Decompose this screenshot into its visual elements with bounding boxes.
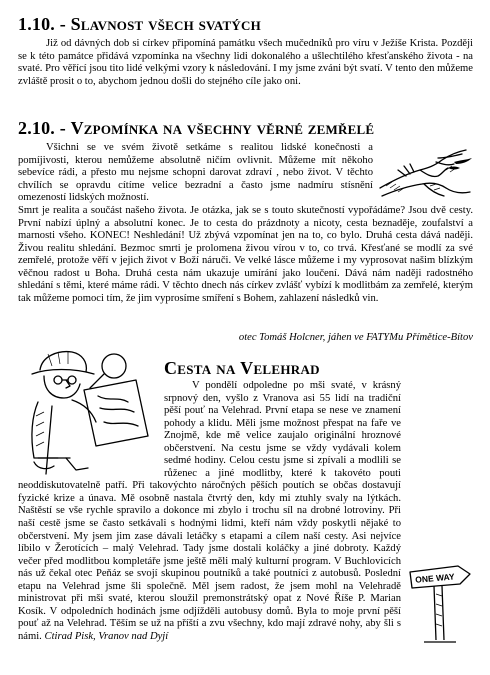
section2-heading <box>18 118 374 139</box>
section2-title: Vzpomínka na všechny věrné zemřelé <box>70 118 375 138</box>
section2-signature: otec Tomáš Holcner, jáhen ve FATYMu Přímětice-Bítov <box>238 332 473 343</box>
section1-text: Již od dávných dob si církev připomíná památku všech mučedníků pro víru v Ježíše Krista. Později se k této památce přidává vzpomínka na všechny lidi dokonalého a ušlechtilého křesťanského života - na svaté. Pro věřící jsou tito lidé velkými vzory k následování. I my jsme zváni být svatí. V tento den můžeme zvláště prosit o to, abychom jednou došli do stejného cíle jako oni. <box>18 38 473 87</box>
section2-text-top: Všichni se ve svém životě setkáme s realitou lidské konečnosti a pomíjivosti, kterou nemůžeme absolutně ničím ovlivnit. Můžeme mít někoho sebevíce rádi, a přesto mu nejsme schopni darovat zdraví , nebo život. V těchto chvílích se opravdu cítíme velice bezradní a často jsme nadmíru stísnění omezeností lidských možností. <box>18 142 373 204</box>
section1-heading <box>18 14 261 35</box>
signpost-text: ONE WAY <box>414 571 455 585</box>
section1-number: 1.10. <box>18 14 55 34</box>
section3-text <box>18 380 473 643</box>
section2-number: 2.10. <box>18 118 55 138</box>
one-way-signpost-icon <box>406 560 474 644</box>
section3-text-body: V pondělí odpoledne po mši svaté, v krásný srpnový den, vyšlo z Vranova asi 55 lidí na tradiční pěší pouť na Velehrad. První etapa se nese ve znamení pohody a klidu. Měli jsme možnost přespat na faře ve Znojmě, kde mě velice zaujalo originální hroznové občerstvení. Na cestu jsme se vždy vydávali kolem sedmé hodiny. Celou cestu jsme si zpívali a modlili se růženec a jiné modlitby, které k takovéto pouti neoddiskutovatelně patří. Při takovýchto náročných pěších poutích se občas dostavují fyzické krize a únava. Mě osobně nastala čtvrtý den, kdy mi ztuhly svaly na lýtkách. Naštěstí se vše rychle spravilo a dokonce mi zbylo i trochu síl na drobné lotroviny. Při naší cestě jsme se často setkávali s hodnými lidmi, kteří nám vždy poskytli nějaké to občerstvení. My jsem jim zase dávali letáčky s etapami a cílem naší cesty. Asi nejvíce líbilo v Žerotících – malý Velehrad. Tady jsme dostali koláčky a jiné dobroty. Každý večer před modlitbou kompletáře jsme ještě měli malý kulturní program. V Buchlovicích nás už čekal otec Peňáz se svojí skupinou poutníků a také poutníci z autobusů. Poslední etapu na Velehrad jsme šli společně. Měl jsem radost, že jsem mohl na Velehradě ministrovat při mši svaté, kterou sloužil premonstrátský opat z Nové Říše P. Marian Kosík. V odpoledních hodinách jsme odjížděli autobusy domů. Byla to moje první pěší pouť až na Velehrad. Těším se už na příští a zvu všechny, kdo mají zdravé nohy, aby šli s námi. <box>18 380 401 642</box>
section3-hiker-wrap <box>18 380 164 476</box>
section2-text-rest-body: Smrt je realita a součást našeho života. Je otázka, jak se s touto skutečností vypořádáme? Jsou dvě cesty. První nabízí úplný a absolutní konec. Je to cesta do prázdnoty a nicoty, cesta beznaděje, zoufalství a marnosti všeho. KONEC! Neshledání! Už zbývá vzpomínat jen na to, co bylo. Druhá cesta dává naději. Živou realitu shledání. Bezmoc smrti je prolomena živou vírou v to, co trvá. Křesťané se modlí za své zemřelé, protože věří v jejich život v Boží náruči. Ve velké lásce můžeme i my vyprosovat našim blízkým věčnou radost u Boha. Druhá cesta nám ukazuje umírání jako loučení. Dává nám naději radostného shledání s těmi, které máme rádi. V těchto dnech nás církev zvlášť vybízí k modlitbám za zemřelé, kterým tak můžeme pomoci tím, že jim vyprosíme smíření s Bohem, zahlazení následků vin. <box>18 205 473 304</box>
hands-icon <box>376 140 476 204</box>
section2-dash: - <box>59 118 66 138</box>
section3-signature: Ctirad Pisk, Vranov nad Dyjí <box>44 630 169 642</box>
section1-dash: - <box>59 14 66 34</box>
section3-title: Cesta na Velehrad <box>164 358 320 378</box>
section2-text-rest <box>18 205 473 305</box>
section1-title: Slavnost všech svatých <box>70 14 261 34</box>
